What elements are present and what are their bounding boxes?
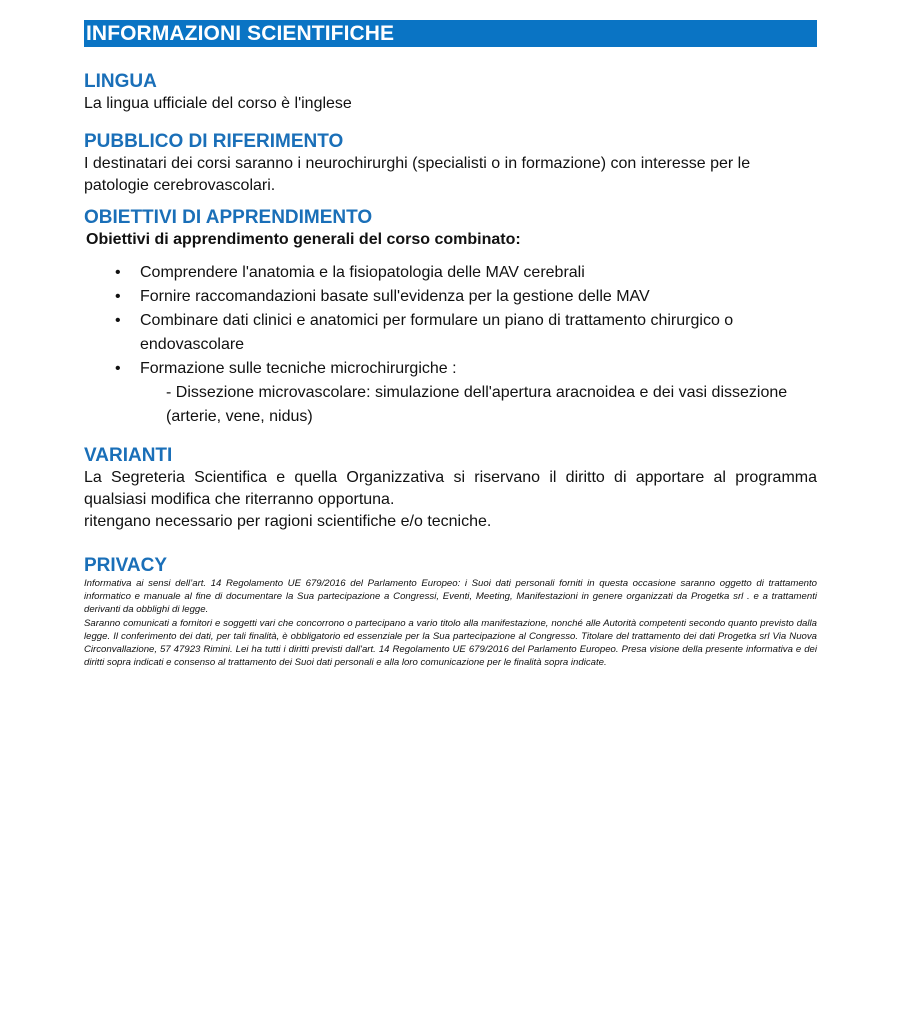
list-item [84,261,817,285]
section-privacy [84,555,817,669]
obiettivi-subitem: - Dissezione microvascolare: simulazione dell'apertura aracnoidea e dei vasi dissezione (arterie, vene, nidus) [166,384,788,425]
varianti-text: La Segreteria Scientifica e quella Organizzativa si riservano il diritto di apportare al programma qualsiasi modifica che riterranno opportuna. [84,469,817,508]
list-item-text: Comprendere l'anatomia e la fisiopatologia delle MAV cerebrali [140,264,585,281]
section-banner [84,20,817,47]
pubblico-text: I destinatari dei corsi saranno i neurochirurghi (specialisti o in formazione) con interesse per le patologie cerebrovascolari. [84,155,751,194]
bullet-icon: • [115,264,121,281]
privacy-heading: PRIVACY [84,555,168,576]
privacy-paragraph-2: Saranno comunicati a fornitori e soggetti vari che concorrono o partecipano a vario titolo alla manifestazione, nonché alle Autorità competenti secondo quanto previsto dalla legge. Il conferimento dei dati, per tali finalità, è obbligatorio ed essenziale per la Sua partecipazione al Congresso. Titolare del trattamento dei dati Progetka srl Via Nuova Circonvallazione, 57 47923 Rimini. Lei ha tutti i diritti previsti dall'art. 14 Regolamento UE 679/2016 del Parlamento Europeo. Presa visione della presente informativa e dei diritti sopra indicati e consenso al trattamento dei Suoi dati personali e alla loro comunicazione per le finalità sopra indicate. [84,617,817,669]
varianti-text-2: ritengano necessario per ragioni scientifiche e/o tecniche. [84,513,492,530]
obiettivi-subheading: Obiettivi di apprendimento generali del corso combinato: [86,231,521,248]
bullet-icon: • [115,288,121,305]
pubblico-heading: PUBBLICO DI RIFERIMENTO [84,131,344,152]
document-page [84,20,817,669]
list-item [84,309,817,357]
section-varianti [84,445,817,533]
obiettivi-list [84,261,817,381]
list-item-text: Formazione sulle tecniche microchirurgiche : [140,360,457,377]
section-pubblico [84,131,817,197]
lingua-heading: LINGUA [84,71,157,92]
section-obiettivi [84,207,817,429]
list-item [84,285,817,309]
bullet-icon: • [115,360,121,377]
lingua-text: La lingua ufficiale del corso è l'inglese [84,95,352,112]
bullet-icon: • [115,312,121,329]
list-item-text: Fornire raccomandazioni basate sull'evidenza per la gestione delle MAV [140,288,650,305]
section-lingua [84,71,817,115]
list-item-text: Combinare dati clinici e anatomici per formulare un piano di trattamento chirurgico o endovascolare [140,312,734,353]
banner-title: INFORMAZIONI SCIENTIFICHE [86,22,395,45]
privacy-paragraph-1: Informativa ai sensi dell’art. 14 Regolamento UE 679/2016 del Parlamento Europeo: i Suoi dati personali forniti in questa occasione saranno oggetto di trattamento informatico e manuale al fine di documentare la Sua partecipazione a Congressi, Eventi, Meeting, Manifestazioni in genere organizzati da Progetka srl . e a trattamenti derivanti da obblighi di legge. [84,578,817,616]
obiettivi-heading: OBIETTIVI DI APPRENDIMENTO [84,207,373,228]
varianti-heading: VARIANTI [84,445,173,466]
list-item [84,357,817,381]
